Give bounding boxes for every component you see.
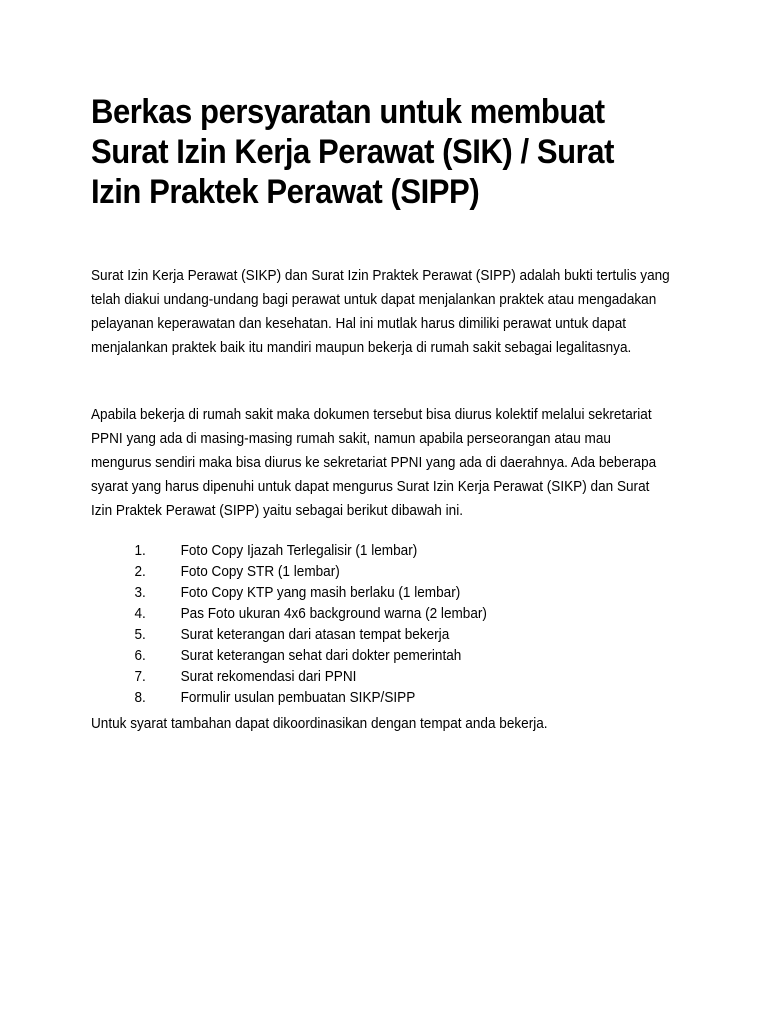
intro-paragraph: Surat Izin Kerja Perawat (SIKP) dan Surat Izin Praktek Perawat (SIPP) adalah bukti tertulis yang telah diakui undang-undang bagi perawat untuk dapat menjalankan praktek atau mengadakan pelayanan keperawatan dan kesehatan. Hal ini mutlak harus dimiliki perawat untuk dapat menjalankan praktek baik itu mandiri maupun bekerja di rumah sakit sebagai legalitasnya. — [91, 267, 670, 356]
list-number: 8. — [134, 689, 146, 706]
list-text: Surat keterangan dari atasan tempat bekerja — [180, 626, 450, 643]
list-number: 6. — [134, 647, 146, 664]
closing-note: Untuk syarat tambahan dapat dikoordinasikan dengan tempat anda bekerja. — [91, 715, 548, 732]
list-number: 2. — [134, 563, 146, 580]
list-text: Surat keterangan sehat dari dokter pemerintah — [180, 647, 462, 664]
procedure-paragraph: Apabila bekerja di rumah sakit maka dokumen tersebut bisa diurus kolektif melalui sekretariat PPNI yang ada di masing-masing rumah sakit, namun apabila perseorangan atau mau mengurus sendiri maka bisa diurus ke sekretariat PPNI yang ada di daerahnya. Ada beberapa syarat yang harus dipenuhi untuk dapat mengurus Surat Izin Kerja Perawat (SIKP) dan Surat Izin Praktek Perawat (SIPP) yaitu sebagai berikut dibawah ini. — [91, 406, 657, 519]
list-text: Foto Copy Ijazah Terlegalisir (1 lembar) — [180, 542, 418, 559]
list-number: 1. — [134, 542, 146, 559]
list-number: 4. — [134, 605, 146, 622]
list-text: Pas Foto ukuran 4x6 background warna (2 lembar) — [180, 605, 487, 622]
list-text: Foto Copy STR (1 lembar) — [180, 563, 340, 580]
list-item — [91, 603, 598, 624]
list-text: Surat rekomendasi dari PPNI — [180, 668, 357, 685]
document-title: Berkas persyaratan untuk membuat Surat Izin Kerja Perawat (SIK) / Surat Izin Praktek Perawat (SIPP) — [91, 93, 614, 211]
list-text: Formulir usulan pembuatan SIKP/SIPP — [180, 689, 416, 706]
list-item — [91, 687, 598, 708]
list-number: 5. — [134, 626, 146, 643]
list-item — [91, 561, 598, 582]
list-number: 7. — [134, 668, 146, 685]
list-item — [91, 540, 598, 561]
list-item — [91, 624, 598, 645]
list-item — [91, 645, 598, 666]
list-number: 3. — [134, 584, 146, 601]
list-text: Foto Copy KTP yang masih berlaku (1 lembar) — [180, 584, 461, 601]
list-item — [91, 582, 598, 603]
list-item — [91, 666, 598, 687]
requirements-list — [91, 540, 598, 708]
